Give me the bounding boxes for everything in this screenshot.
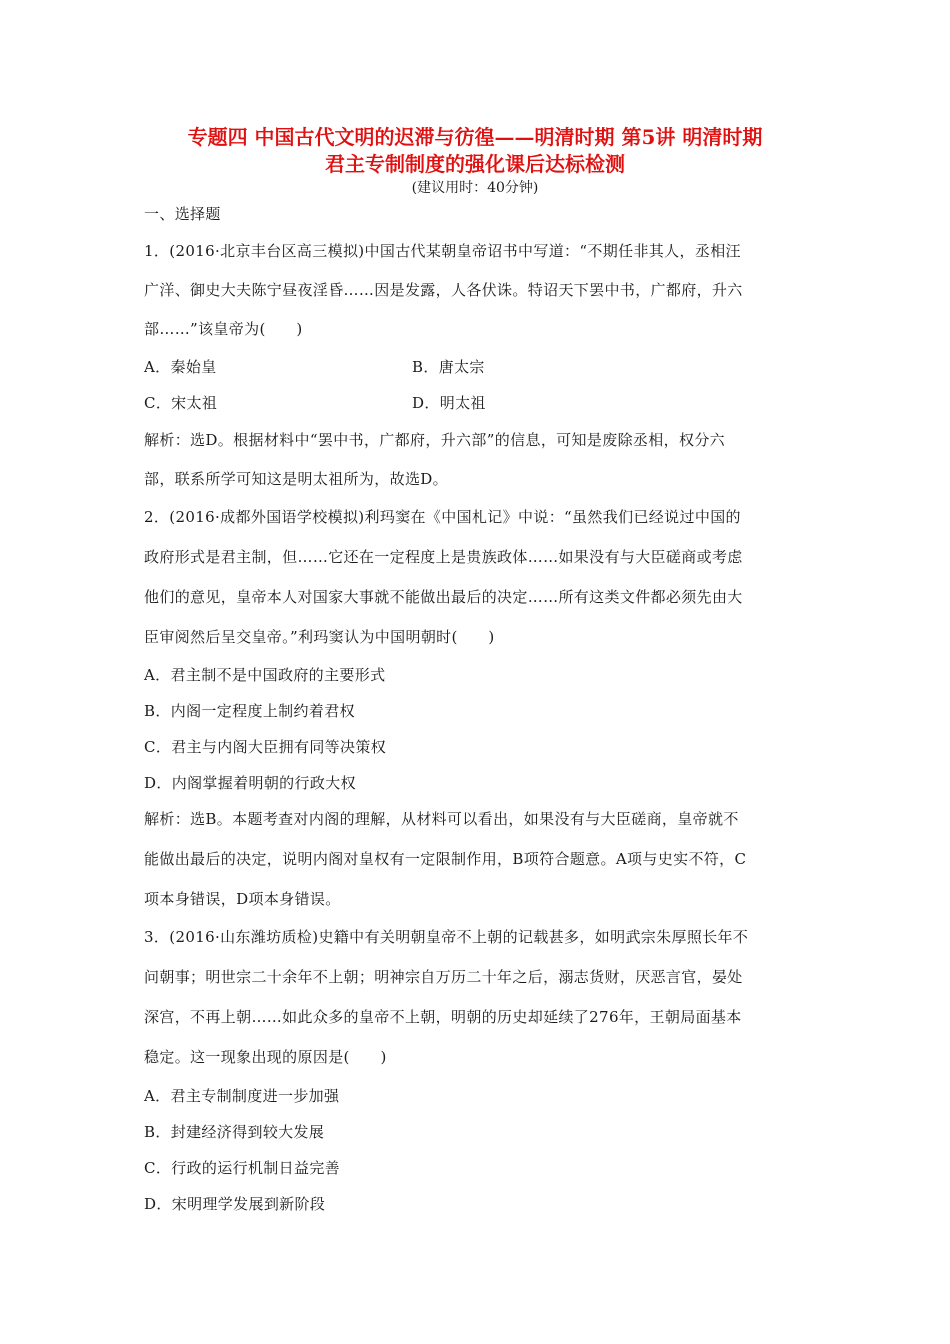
q2-stem-line: 臣审阅然后呈交皇帝。”利玛窦认为中国明朝时( ) xyxy=(144,628,495,646)
q2-option-a: A．君主制不是中国政府的主要形式 xyxy=(144,666,386,684)
q2-stem-line: 政府形式是君主制，但……它还在一定程度上是贵族政体……如果没有与大臣磋商或考虑 xyxy=(144,548,743,566)
q3-option-d: D．宋明理学发展到新阶段 xyxy=(144,1195,326,1213)
q2-analysis-line: 能做出最后的决定，说明内阁对皇权有一定限制作用，B项符合题意。A项与史实不符，C xyxy=(144,850,747,868)
q1-option-a: A．秦始皇 xyxy=(144,358,217,376)
q1-stem-line: 部……”该皇帝为( ) xyxy=(144,320,303,338)
q2-option-b: B．内阁一定程度上制约着君权 xyxy=(144,702,355,720)
q3-option-c: C．行政的运行机制日益完善 xyxy=(144,1159,341,1177)
q3-option-a: A．君主专制制度进一步加强 xyxy=(144,1087,340,1105)
q3-stem-line: 稳定。这一现象出现的原因是( ) xyxy=(144,1048,387,1066)
q2-stem-line: 他们的意见，皇帝本人对国家大事就不能做出最后的决定……所有这类文件都必须先由大 xyxy=(144,588,743,606)
q1-option-b: B．唐太宗 xyxy=(412,358,485,376)
q3-stem-line: 深宫，不再上朝……如此众多的皇帝不上朝，明朝的历史却延续了276年，王朝局面基本 xyxy=(144,1008,742,1026)
q2-stem-line: 2．(2016·成都外国语学校模拟)利玛窦在《中国札记》中说：“虽然我们已经说过中国的 xyxy=(144,508,741,526)
q2-option-d: D．内阁掌握着明朝的行政大权 xyxy=(144,774,356,792)
q2-option-c: C．君主与内阁大臣拥有同等决策权 xyxy=(144,738,387,756)
q1-analysis-line: 部，联系所学可知这是明太祖所为，故选D。 xyxy=(144,470,449,488)
suggested-time: (建议用时：40分钟) xyxy=(411,180,539,196)
q1-option-d: D．明太祖 xyxy=(412,394,486,412)
q3-stem-line: 3．(2016·山东潍坊质检)史籍中有关明朝皇帝不上朝的记载甚多，如明武宗朱厚照长年不 xyxy=(144,928,749,946)
q1-analysis-line: 解析：选D。根据材料中“罢中书，广都府，升六部”的信息，可知是废除丞相，权分六 xyxy=(144,431,726,449)
q1-option-c: C．宋太祖 xyxy=(144,394,218,412)
q2-analysis-line: 解析：选B。本题考查对内阁的理解，从材料可以看出，如果没有与大臣磋商，皇帝就不 xyxy=(144,810,739,828)
doc-title-line-1: 专题四 中国古代文明的迟滞与彷徨——明清时期 第5讲 明清时期 xyxy=(187,125,763,149)
section-heading: 一、选择题 xyxy=(144,205,221,223)
q2-analysis-line: 项本身错误，D项本身错误。 xyxy=(144,890,341,908)
q3-stem-line: 问朝事；明世宗二十余年不上朝；明神宗自万历二十年之后，溺志货财，厌恶言官，晏处 xyxy=(144,968,743,986)
q1-stem-line: 广洋、御史大夫陈宁昼夜淫昏……因是发露，人各伏诛。特诏天下罢中书，广都府，升六 xyxy=(144,281,743,299)
q1-stem-line: 1．(2016·北京丰台区高三模拟)中国古代某朝皇帝诏书中写道：“不期任非其人，丞相汪 xyxy=(144,242,741,260)
q3-option-b: B．封建经济得到较大发展 xyxy=(144,1123,325,1141)
doc-title-line-2: 君主专制制度的强化课后达标检测 xyxy=(325,152,625,176)
